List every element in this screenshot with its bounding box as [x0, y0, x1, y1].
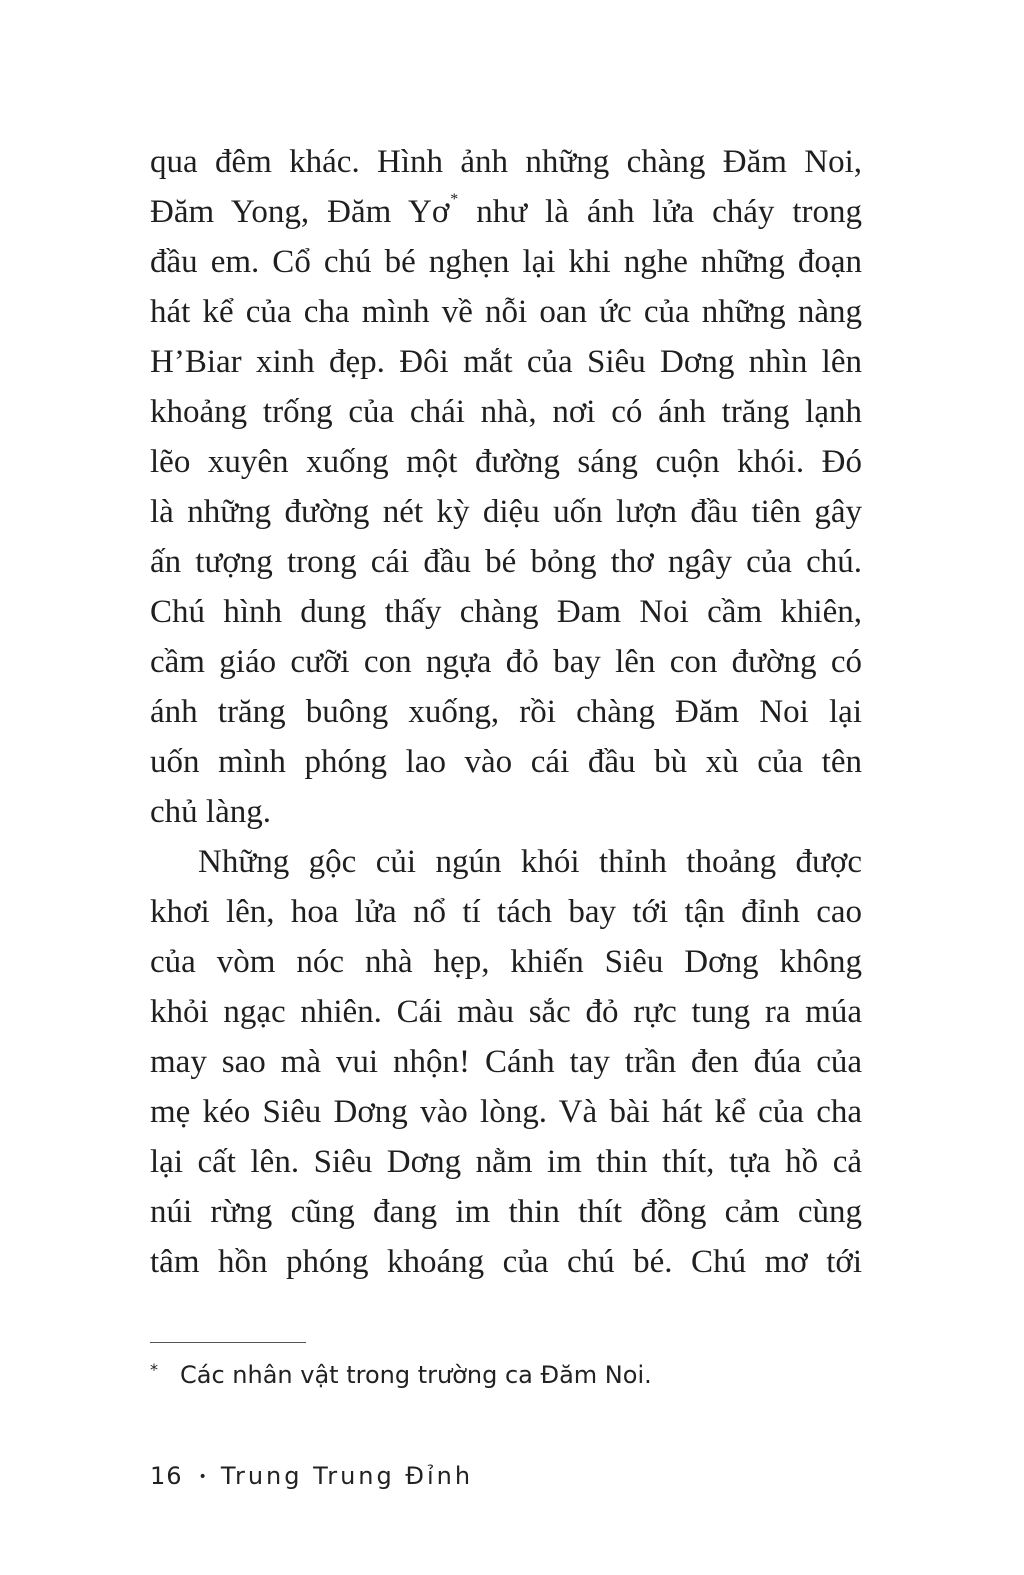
text-line: may sao mà vui nhộn! Cánh tay trần đen đúa của — [150, 1044, 862, 1080]
text-line: lại cất lên. Siêu Dơng nằm im thin thít, tựa hồ cả — [150, 1144, 862, 1180]
text-line: hát kể của cha mình về nỗi oan ức của những nàng — [150, 294, 862, 330]
text-line: H’Biar xinh đẹp. Đôi mắt của Siêu Dơng nhìn lên — [150, 344, 862, 380]
text-line: chủ làng. — [150, 794, 271, 830]
text-segment: như là ánh lửa cháy trong — [458, 194, 862, 230]
footnote — [150, 1352, 652, 1393]
text-line: uốn mình phóng lao vào cái đầu bù xù của tên — [150, 744, 862, 780]
text-line: núi rừng cũng đang im thin thít đồng cảm cùng — [150, 1194, 862, 1230]
text-line: của vòm nóc nhà hẹp, khiến Siêu Dơng không — [150, 944, 862, 980]
page-number: 16 — [150, 1462, 183, 1490]
text-line: Chú hình dung thấy chàng Đam Noi cầm khiên, — [150, 594, 862, 630]
text-line: khơi lên, hoa lửa nổ tí tách bay tới tận đỉnh cao — [150, 894, 862, 930]
text-line: đầu em. Cổ chú bé nghẹn lại khi nghe những đoạn — [150, 244, 862, 280]
footnote-mark: * — [150, 1360, 158, 1379]
text-line-with-footnote — [150, 187, 862, 237]
footnote-text: Các nhân vật trong trường ca Đăm Noi. — [180, 1361, 652, 1389]
footnote-divider — [150, 1342, 306, 1343]
text-line: khỏi ngạc nhiên. Cái màu sắc đỏ rực tung ra múa — [150, 994, 862, 1030]
text-line: ấn tượng trong cái đầu bé bỏng thơ ngây của chú. — [150, 544, 862, 580]
text-line: qua đêm khác. Hình ảnh những chàng Đăm Noi, — [150, 144, 862, 180]
text-line: mẹ kéo Siêu Dơng vào lòng. Và bài hát kể của cha — [150, 1094, 862, 1130]
text-line: lẽo xuyên xuống một đường sáng cuộn khói. Đó — [150, 444, 862, 480]
text-line: là những đường nét kỳ diệu uốn lượn đầu tiên gây — [150, 494, 862, 530]
footer-separator: • — [198, 1469, 207, 1485]
text-segment: Đăm Yong, Đăm Yơ — [150, 194, 450, 230]
page-footer — [150, 1458, 473, 1495]
body-text — [150, 137, 862, 1287]
text-line: khoảng trống của chái nhà, nơi có ánh trăng lạnh — [150, 394, 862, 430]
text-line: ánh trăng buông xuống, rồi chàng Đăm Noi lại — [150, 694, 862, 730]
text-line: tâm hồn phóng khoáng của chú bé. Chú mơ tới — [150, 1244, 862, 1280]
text-line: Những gộc củi ngún khói thỉnh thoảng được — [198, 844, 862, 880]
author-name: Trung Trung Đỉnh — [220, 1462, 474, 1490]
footnote-reference: * — [450, 191, 459, 208]
text-line: cầm giáo cưỡi con ngựa đỏ bay lên con đường có — [150, 644, 862, 680]
